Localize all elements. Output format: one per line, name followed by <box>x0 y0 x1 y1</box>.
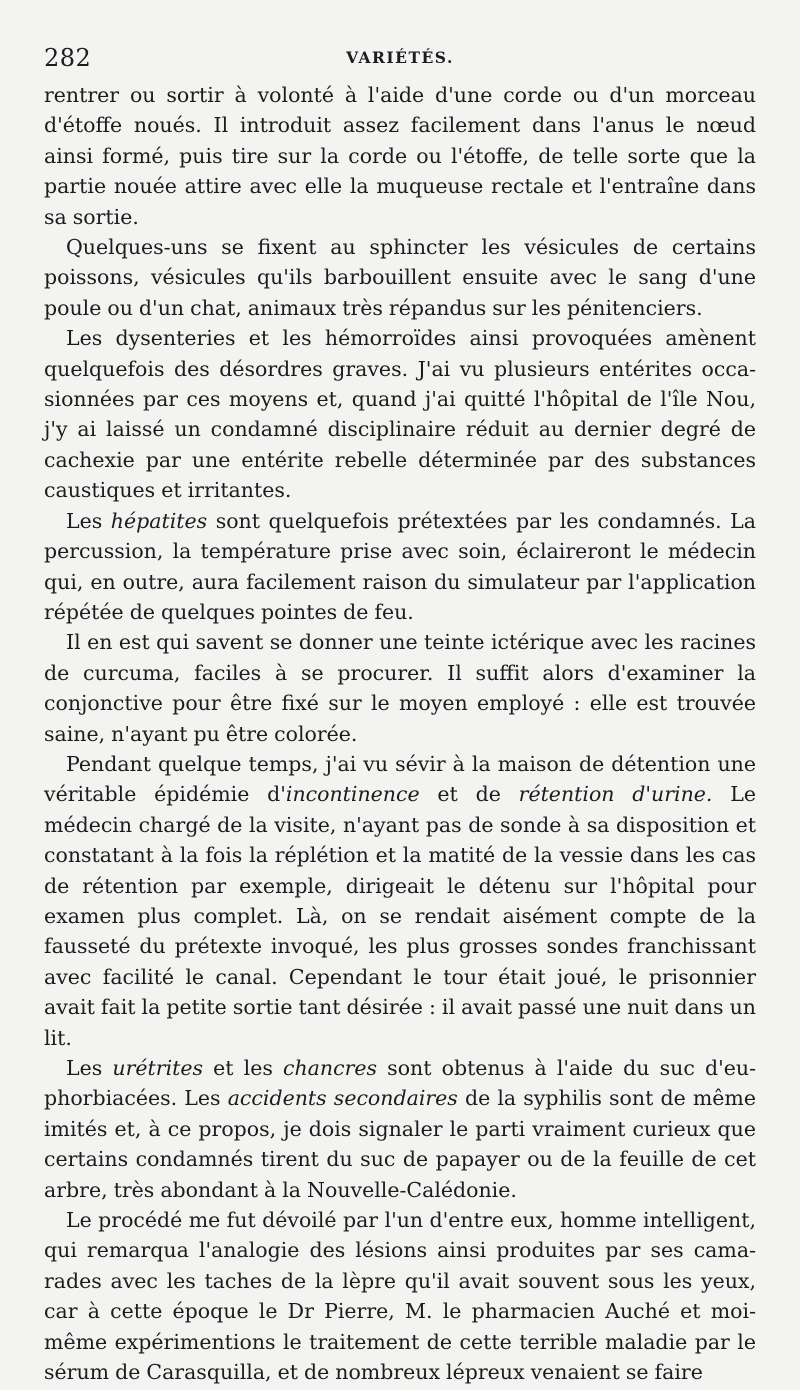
text-run: Le médecin chargé de la visite, n'ayant pas de sonde à sa disposition et constatant à la fois la réplétion et la matité de la vessie dans les cas de rétention par exemple, dirigeait le détenu sur l'hôpital pour examen plus complet. Là, on se rendait aisément compte de la fausseté du prétexte invoqué, les plus grosses sondes franchissant avec facilité le canal. Cependant le tour était joué, le prisonnier avait fait la petite sortie tant désirée : il avait passé une nuit dans un lit. <box>44 782 756 1050</box>
paragraph <box>44 506 756 628</box>
paragraph <box>44 232 756 323</box>
text-run: et de <box>419 782 519 807</box>
text-run: Il en est qui savent se donner une teinte ictérique avec les racines de curcuma, faciles à se procurer. Il suffit alors d'examiner la conjonctive pour être fixé sur le moyen employé : elle est trouvée saine, n'ayant pu être colorée. <box>44 630 756 746</box>
italic-term: chancres <box>283 1056 378 1080</box>
italic-term: incontinence <box>285 782 420 807</box>
paragraph <box>44 1205 756 1387</box>
text-run: rentrer ou sortir à volonté à l'aide d'une corde ou d'un morceau d'étoffe noués. Il introduit assez facilement dans l'anus le nœud ainsi formé, puis tire sur la corde ou l'étoffe, de telle sorte que la partie nouée attire avec elle la muqueuse rectale et l'entraîne dans sa sortie. <box>44 83 756 229</box>
text-run: Pendant quelque temps, j'ai vu sévir à la maison de détention une véritable épidémie d' <box>44 751 756 807</box>
page-number: 282 <box>44 44 92 72</box>
text-run: Les <box>66 508 111 533</box>
running-title: VARIÉTÉS. <box>346 48 454 67</box>
paragraph <box>44 80 756 232</box>
italic-term: rétention d'urine. <box>518 782 713 807</box>
italic-term: urétrites <box>112 1056 204 1080</box>
text-run: et les <box>203 1056 283 1080</box>
text-run: Les dysenteries et les hémorroïdes ainsi provoquées amènent quelquefois des désordres graves. J'ai vu plusieurs entérites occasionnées par ces moyens et, quand j'ai quitté l'hôpital de l'île Nou, j'y ai laissé un condamné disciplinaire réduit au dernier degré de cachexie par une entérite rebelle déterminée par des substances caustiques et irritantes. <box>44 326 756 503</box>
paragraph <box>44 749 756 1053</box>
body-text <box>44 80 756 1387</box>
paragraph <box>44 323 756 505</box>
text-run: Les <box>66 1056 113 1080</box>
italic-term: hépatites <box>110 508 208 533</box>
italic-term: accidents secondaires <box>227 1086 458 1111</box>
paragraph <box>44 1053 756 1205</box>
paragraph <box>44 627 756 749</box>
text-run: sont quelquefois prétextées par les condamnés. La percussion, la température prise avec soin, éclaireront le médecin qui, en outre, aura facilement raison du simulateur par l'application répétée de quelques pointes de feu. <box>44 508 756 624</box>
text-run: sont obtenus à l'aide du suc d'euphorbiacées. Les <box>44 1056 756 1111</box>
running-head <box>44 40 756 80</box>
text-run: de la syphilis sont de même imités et, à ce propos, je dois signaler le parti vraiment curieux que certains condamnés tirent du suc de papayer ou de la feuille de cet arbre, très abondant à la Nouvelle-Calédonie. <box>44 1086 756 1202</box>
text-run: Le procédé me fut dévoilé par l'un d'entre eux, homme intelligent, qui remarqua l'analogie des lésions ainsi produites par ses camarades avec les taches de la lèpre qu'il avait souvent sous les yeux, car à cette époque le Dr Pierre, M. le pharmacien Auché et moi-même expérimentions le traitement de cette terrible maladie par le sérum de Carasquilla, et de nombreux lépreux venaient se faire <box>44 1208 756 1385</box>
text-run: Quelques-uns se fixent au sphincter les vésicules de certains poissons, vésicules qu'ils barbouillent ensuite avec le sang d'une poule ou d'un chat, animaux très répandus sur les pénitenciers. <box>44 235 756 320</box>
